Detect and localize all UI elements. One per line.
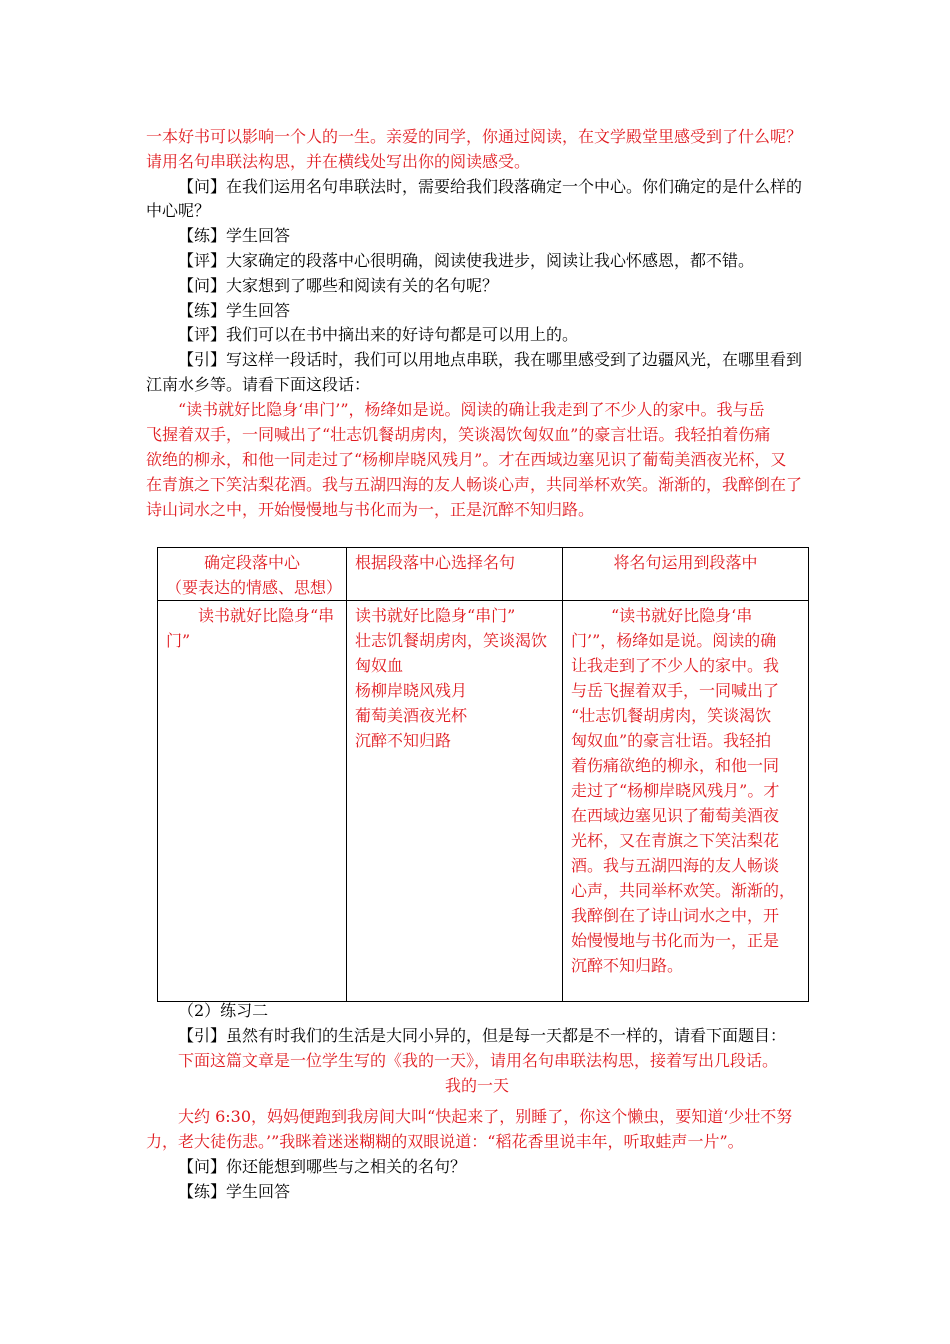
story-line-2: 力，老大徒伤悲。’”我眯着迷迷糊糊的双眼说道：“稻花香里说丰年，听取蛙声一片”。 bbox=[146, 1132, 744, 1151]
header-center bbox=[158, 548, 347, 601]
example-line-3: 欲绝的柳永，和他一同走过了“杨柳岸晓风残月”。才在西域边塞见识了葡萄美酒夜光杯，又 bbox=[146, 450, 787, 469]
dialog-comment-1: 【评】大家确定的段落中心很明确，阅读使我进步，阅读让我心怀感恩，都不错。 bbox=[178, 251, 755, 270]
paragraph-line: 让我走到了不少人的家中。我 bbox=[571, 656, 780, 675]
example-line-5: 诗山词水之中，开始慢慢地与书化而为一，正是沉醉不知归路。 bbox=[146, 500, 595, 519]
exercise2-heading: （2）练习二 bbox=[178, 1001, 269, 1020]
paragraph-line: 与岳飞握着双手，一同喊出了 bbox=[571, 681, 780, 700]
center-line-1: 读书就好比隐身“串 bbox=[198, 606, 335, 625]
cell-paragraph bbox=[563, 601, 809, 1002]
dialog-question-2: 【问】大家想到了哪些和阅读有关的名句呢？ bbox=[178, 276, 499, 295]
header-quotes: 根据段落中心选择名句 bbox=[347, 548, 563, 601]
intro-line-2: 请用名句串联法构思，并在横线处写出你的阅读感受。 bbox=[146, 152, 531, 171]
header-center-line-1: 确定段落中心 bbox=[203, 553, 300, 572]
example-line-2: 飞握着双手，一同喊出了“壮志饥餐胡虏肉，笑谈渴饮匈奴血”的豪言壮语。我轻拍着伤痛 bbox=[146, 425, 771, 444]
table-row bbox=[158, 601, 809, 1002]
exercise2-task: 下面这篇文章是一位学生写的《我的一天》，请用名句串联法构思，接着写出几段话。 bbox=[178, 1051, 779, 1070]
header-center-line-2: （要表达的情感、思想） bbox=[166, 578, 343, 597]
example-line-1: “读书就好比隐身‘串门’”，杨绛如是说。阅读的确让我走到了不少人的家中。我与岳 bbox=[178, 400, 765, 419]
paragraph-line: 匈奴血”的豪言壮语。我轻拍 bbox=[571, 731, 772, 750]
exercise2-intro: 【引】虽然有时我们的生活是大同小异的，但是每一天都是不一样的，请看下面题目： bbox=[178, 1026, 787, 1045]
paragraph-line: 光杯，又在青旗之下笑沽梨花 bbox=[571, 831, 780, 850]
quote-item: 葡萄美酒夜光杯 bbox=[355, 706, 468, 725]
dialog-question-1: 【问】在我们运用名句串联法时，需要给我们段落确定一个中心。你们确定的是什么样的 bbox=[178, 177, 803, 196]
dialog-lead-1: 【引】写这样一段话时，我们可以用地点串联，我在哪里感受到了边疆风光，在哪里看到 bbox=[178, 350, 803, 369]
paragraph-line: 心声，共同举杯欢笑。渐渐的， bbox=[571, 881, 796, 900]
example-line-4: 在青旗之下笑沽梨花酒。我与五湖四海的友人畅谈心声，共同举杯欢笑。渐渐的，我醉倒在了 bbox=[146, 475, 803, 494]
paragraph-line: 沉醉不知归路。 bbox=[571, 956, 684, 975]
dialog-practice-1: 【练】学生回答 bbox=[178, 226, 291, 245]
quote-item: 杨柳岸晓风残月 bbox=[355, 681, 468, 700]
dialog-comment-2: 【评】我们可以在书中摘出来的好诗句都是可以用上的。 bbox=[178, 325, 579, 344]
exercise2-question: 【问】你还能想到哪些与之相关的名句？ bbox=[178, 1157, 467, 1176]
paragraph-line: 着伤痛欲绝的柳永，和他一同 bbox=[571, 756, 780, 775]
center-line-2: 门” bbox=[166, 631, 191, 650]
quote-item: 沉醉不知归路 bbox=[355, 731, 452, 750]
paragraph-line: 酒。我与五湖四海的友人畅谈 bbox=[571, 856, 780, 875]
dialog-question-1-cont: 中心呢？ bbox=[146, 201, 211, 220]
quote-item: 读书就好比隐身“串门” bbox=[355, 606, 516, 625]
cell-quotes bbox=[347, 601, 563, 1002]
paragraph-line: 在西域边塞见识了葡萄美酒夜 bbox=[571, 806, 780, 825]
header-paragraph: 将名句运用到段落中 bbox=[563, 548, 809, 601]
quote-item: 壮志饥餐胡虏肉，笑谈渴饮 bbox=[355, 631, 548, 650]
paragraph-line: “壮志饥餐胡虏肉，笑谈渴饮 bbox=[571, 706, 772, 725]
exercise2-practice: 【练】学生回答 bbox=[178, 1182, 291, 1201]
story-line-1: 大约 6:30，妈妈便跑到我房间大叫“快起来了，别睡了，你这个懒虫，要知道‘少壮不努 bbox=[178, 1107, 793, 1126]
essay-title: 我的一天 bbox=[444, 1076, 509, 1095]
dialog-practice-2: 【练】学生回答 bbox=[178, 301, 291, 320]
paragraph-line: “读书就好比隐身‘串 bbox=[611, 606, 753, 625]
dialog-lead-1-cont: 江南水乡等。请看下面这段话： bbox=[146, 375, 371, 394]
paragraph-line: 门’”，杨绛如是说。阅读的确 bbox=[571, 631, 777, 650]
cell-center bbox=[158, 601, 347, 1002]
table-header-row bbox=[158, 548, 809, 601]
intro-line-1: 一本好书可以影响一个人的一生。亲爱的同学，你通过阅读，在文学殿堂里感受到了什么呢？ bbox=[146, 127, 803, 146]
planning-table bbox=[157, 547, 809, 1002]
paragraph-line: 走过了“杨柳岸晓风残月”。才 bbox=[571, 781, 780, 800]
paragraph-line: 始慢慢地与书化而为一，正是 bbox=[571, 931, 780, 950]
paragraph-line: 我醉倒在了诗山词水之中，开 bbox=[571, 906, 780, 925]
quote-item: 匈奴血 bbox=[355, 656, 404, 675]
